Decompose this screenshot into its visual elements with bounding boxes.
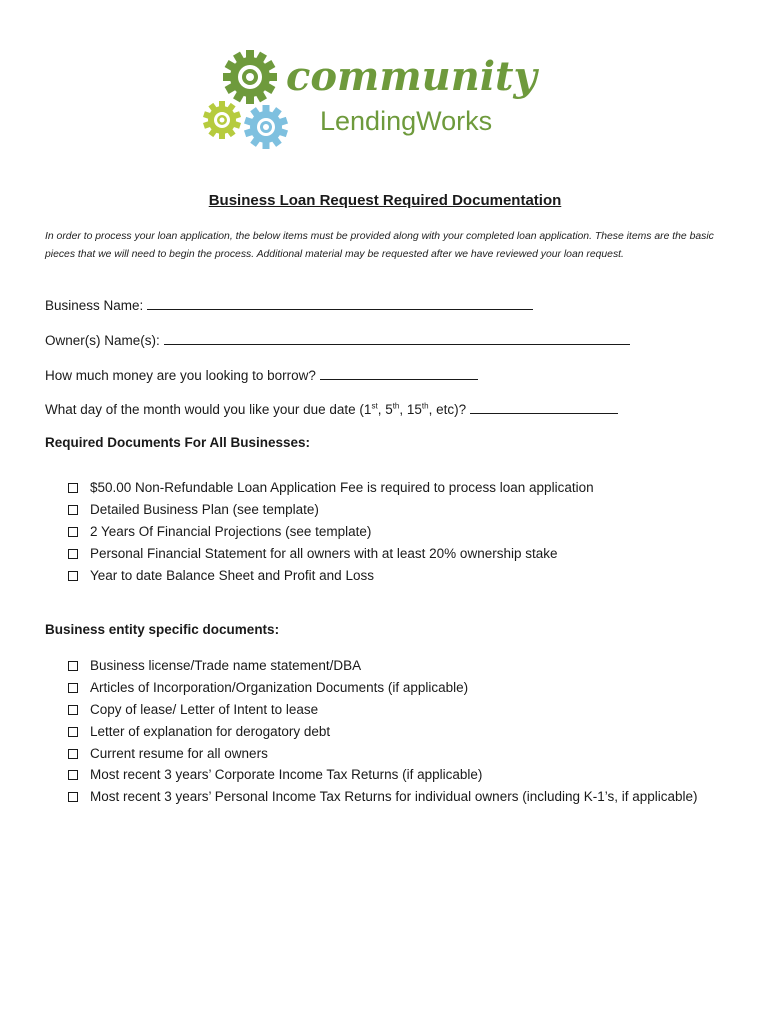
checkbox[interactable] — [68, 705, 78, 715]
owners-field — [45, 331, 630, 348]
list-item: Personal Financial Statement for all owners with at least 20% ownership stake — [68, 543, 594, 565]
list-item: Most recent 3 years’ Corporate Income Tax Returns (if applicable) — [68, 764, 698, 786]
owners-label: Owner(s) Name(s): — [45, 333, 160, 348]
checkbox[interactable] — [68, 749, 78, 759]
checkbox[interactable] — [68, 792, 78, 802]
intro-paragraph: In order to process your loan application, the below items must be provided along with your completed loan application. These items are the basic pieces that we will need to begin the process. Additional material may be requested after we have reviewed your loan request. — [45, 231, 714, 260]
checkbox[interactable] — [68, 527, 78, 537]
required-docs-heading: Required Documents For All Businesses: — [45, 435, 311, 450]
due-date-field — [45, 400, 618, 417]
logo-word-community: community — [286, 53, 537, 100]
checkbox[interactable] — [68, 505, 78, 515]
checkbox[interactable] — [68, 727, 78, 737]
due-date-blank[interactable] — [470, 400, 618, 414]
community-lendingworks-logo — [200, 40, 572, 158]
list-item: Current resume for all owners — [68, 743, 698, 765]
list-item: Letter of explanation for derogatory debt — [68, 721, 698, 743]
business-name-label: Business Name: — [45, 298, 144, 313]
checkbox[interactable] — [68, 571, 78, 581]
document-title: Business Loan Request Required Documentation — [208, 192, 562, 209]
required-docs-list — [68, 477, 594, 586]
business-name-field — [45, 296, 533, 313]
checkbox[interactable] — [68, 683, 78, 693]
checkbox[interactable] — [68, 661, 78, 671]
checkbox[interactable] — [68, 770, 78, 780]
list-item: Business license/Trade name statement/DBA — [68, 655, 698, 677]
checkbox[interactable] — [68, 483, 78, 493]
list-item: Articles of Incorporation/Organization Documents (if applicable) — [68, 677, 698, 699]
logo-word-lendingworks: LendingWorks — [320, 106, 493, 136]
list-item: Copy of lease/ Letter of Intent to lease — [68, 699, 698, 721]
borrow-amount-field — [45, 366, 478, 383]
owners-blank[interactable] — [164, 331, 630, 345]
list-item: Year to date Balance Sheet and Profit and Loss — [68, 565, 594, 587]
borrow-amount-blank[interactable] — [320, 366, 478, 380]
due-date-label: What day of the month would you like your due date (1st, 5th, 15th, etc)? — [45, 401, 467, 417]
list-item: Detailed Business Plan (see template) — [68, 499, 594, 521]
list-item: $50.00 Non-Refundable Loan Application Fee is required to process loan application — [68, 477, 594, 499]
entity-docs-heading: Business entity specific documents: — [45, 622, 280, 637]
borrow-amount-label: How much money are you looking to borrow? — [45, 368, 316, 383]
entity-docs-list — [68, 655, 698, 808]
list-item: 2 Years Of Financial Projections (see template) — [68, 521, 594, 543]
checkbox[interactable] — [68, 549, 78, 559]
list-item: Most recent 3 years’ Personal Income Tax Returns for individual owners (including K-1’s, if applicable) — [68, 786, 698, 808]
gears-icon — [203, 50, 288, 149]
business-name-blank[interactable] — [147, 296, 533, 310]
